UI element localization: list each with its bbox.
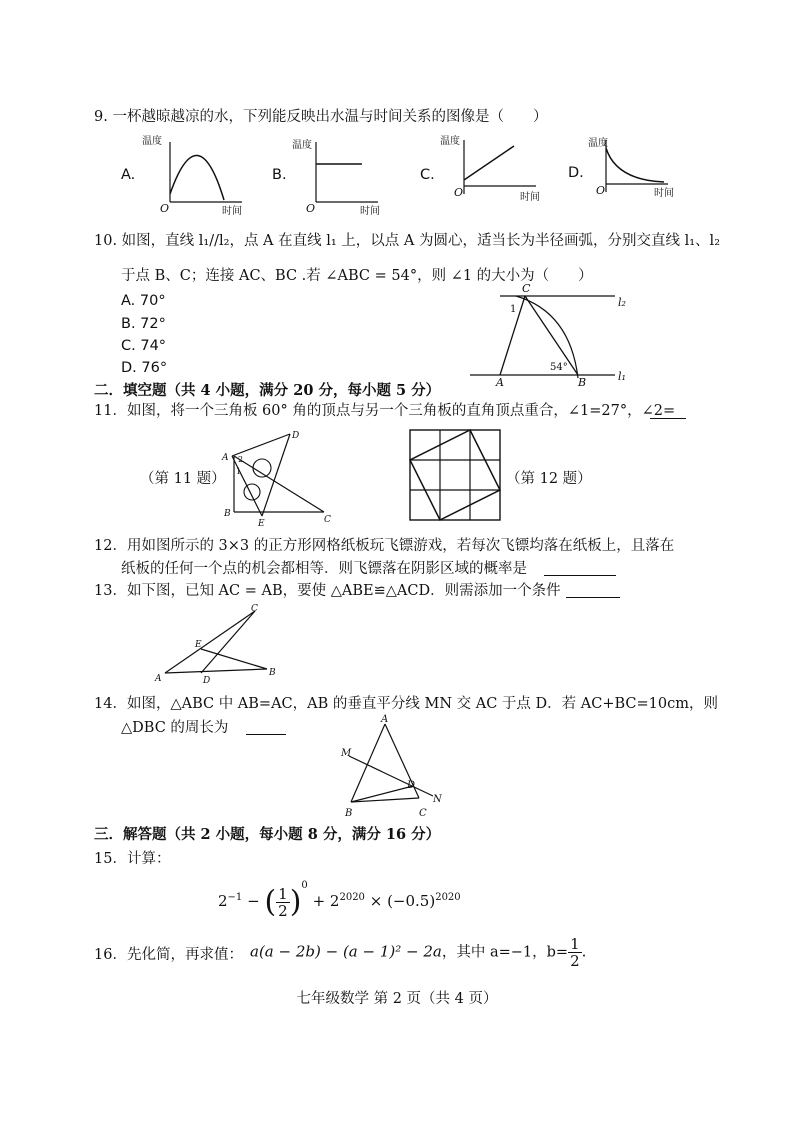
svg-text:B: B xyxy=(578,376,587,389)
q9-c-origin: O xyxy=(454,186,464,199)
svg-text:A: A xyxy=(155,674,162,684)
q9-d-ylabel: 温度 xyxy=(588,138,608,149)
svg-text:C: C xyxy=(324,515,331,525)
q9-a-xlabel: 时间 xyxy=(222,206,242,217)
q12-grid-figure xyxy=(410,430,500,520)
q10-choice-a: A. 70° xyxy=(121,293,166,309)
q9-b-ylabel: 温度 xyxy=(292,140,312,151)
svg-text:2: 2 xyxy=(238,455,244,464)
q16-stem: 16．先化简，再求值： xyxy=(94,947,243,963)
svg-text:1: 1 xyxy=(510,304,517,315)
q9-b-xlabel: 时间 xyxy=(360,206,380,217)
svg-text:D: D xyxy=(292,431,300,441)
q9-a-origin: O xyxy=(160,202,170,215)
q14-line1: 14．如图，△ABC 中 AB=AC，AB 的垂直平分线 MN 交 AC 于点 D．若 AC+BC=10cm，则 xyxy=(94,696,718,712)
q16-expression: a(a − 2b) − (a − 1)² − 2a，其中 a=−1，b= $\frac{1}{2}$ . xyxy=(250,935,587,970)
svg-text:B: B xyxy=(345,808,353,819)
q10-line2: 于点 B、C；连接 AC、BC .若 ∠ABC = 54°，则 ∠1 的大小为（ ） xyxy=(121,268,593,284)
svg-text:A: A xyxy=(381,714,389,725)
q10-choice-d: D. 76° xyxy=(121,360,168,376)
svg-text:54°: 54° xyxy=(550,362,568,373)
q11-answer-blank[interactable] xyxy=(650,418,686,419)
svg-text:B: B xyxy=(224,509,231,519)
svg-text:C: C xyxy=(419,808,427,819)
section2-heading: 二．填空题（共 4 小题，满分 20 分，每小题 5 分） xyxy=(94,382,441,399)
svg-text:N: N xyxy=(433,794,442,805)
q10-choice-b: B. 72° xyxy=(121,316,166,332)
q9-option-c-letter: C. xyxy=(420,167,435,183)
page-footer: 七年级数学 第 2 页（共 4 页） xyxy=(296,991,498,1007)
q12-answer-blank[interactable] xyxy=(544,575,616,576)
q10-choice-c: C. 74° xyxy=(121,338,167,354)
svg-text:E: E xyxy=(258,519,265,529)
svg-text:C: C xyxy=(522,282,531,295)
q11-figure xyxy=(220,426,340,528)
q9-option-a-letter: A. xyxy=(121,167,136,183)
q14-line2: △DBC 的周长为 xyxy=(121,720,229,736)
q9-line-c xyxy=(464,146,514,180)
q9-b-origin: O xyxy=(306,202,316,215)
svg-text:l₂: l₂ xyxy=(618,296,626,309)
svg-text:l₁: l₁ xyxy=(618,370,626,383)
q10-figure xyxy=(460,282,640,387)
svg-text:D: D xyxy=(203,676,211,686)
q9-graph-b xyxy=(292,134,396,217)
q15-stem: 15．计算： xyxy=(94,851,171,867)
q9-graph-a xyxy=(142,134,250,217)
q9-stem: 9. 一杯越晾越凉的水，下列能反映出水温与时间关系的图像是（ ） xyxy=(94,109,548,125)
q10-line1: 10. 如图，直线 l₁//l₂，点 A 在直线 l₁ 上，以点 A 为圆心，适当长为半径画弧，分别交直线 l₁、l₂ xyxy=(94,233,721,249)
q9-option-d-letter: D. xyxy=(568,165,584,181)
q13-stem: 13．如下图，已知 AC = AB，要使 △ABE≌△ACD．则需添加一个条件 xyxy=(94,583,561,599)
svg-text:M: M xyxy=(341,748,352,759)
svg-text:A: A xyxy=(496,376,504,389)
q14-figure xyxy=(335,712,455,822)
q9-d-origin: O xyxy=(596,184,606,197)
q9-graph-c xyxy=(440,134,544,214)
q11-stem: 11．如图，将一个三角板 60° 角的顶点与另一个三角板的直角顶点重合，∠1=27°，∠2= xyxy=(94,403,676,419)
q9-c-xlabel: 时间 xyxy=(520,192,540,203)
q14-answer-blank[interactable] xyxy=(246,734,286,735)
q10-arc xyxy=(516,296,578,378)
q12-line2: 纸板的任何一个点的机会都相等．则飞镖落在阴影区域的概率是 xyxy=(121,561,527,577)
svg-text:D: D xyxy=(407,780,416,791)
svg-text:A: A xyxy=(222,453,229,463)
q9-a-ylabel: 温度 xyxy=(142,136,162,147)
svg-text:1: 1 xyxy=(236,467,242,476)
q12-caption: （第 12 题） xyxy=(506,471,592,487)
q11-caption: （第 11 题） xyxy=(140,471,226,487)
q15-expression: $2^{-1}$ − ( $\frac{1}{2}$ )$^0 + 2^{2020} \times (-0.5)^{2020}$ xyxy=(218,880,461,920)
svg-text:C: C xyxy=(251,604,258,614)
q13-figure xyxy=(155,603,285,686)
q9-curve-a xyxy=(170,155,224,200)
svg-text:E: E xyxy=(195,640,202,650)
q9-curve-d xyxy=(606,148,664,182)
q12-shaded-square xyxy=(410,430,500,520)
q9-c-ylabel: 温度 xyxy=(440,136,460,147)
q13-answer-blank[interactable] xyxy=(566,597,620,598)
q9-graph-d xyxy=(588,134,692,214)
q12-line1: 12．用如图所示的 3×3 的正方形网格纸板玩飞镖游戏，若每次飞镖均落在纸板上，且落在 xyxy=(94,538,675,554)
q9-d-xlabel: 时间 xyxy=(654,188,674,199)
svg-text:B: B xyxy=(269,668,276,678)
q9-option-b-letter: B. xyxy=(272,167,287,183)
section3-heading: 三．解答题（共 2 小题，每小题 8 分，满分 16 分） xyxy=(94,826,441,843)
